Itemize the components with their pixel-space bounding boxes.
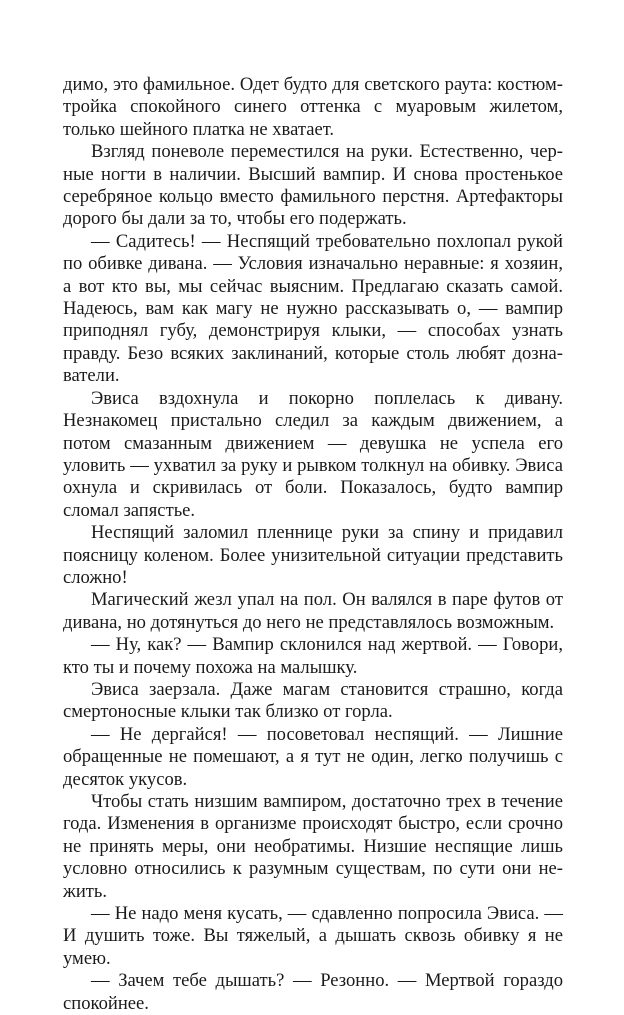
page-text	[63, 74, 563, 1015]
paragraph: Чтобы стать низшим вампиром, достаточно трех в течение года. Изменения в организме происходят быстро, если срочно не принять меры, они необратимы. Низшие неспящие лишь условно относились к разумным существам, по сути они нежить.	[63, 791, 563, 902]
paragraph: — Садитесь! — Неспящий требовательно похлопал рукой по обивке дивана. — Условия изначально неравные: я хозяин, а вот кто вы, мы сейчас выясним. Предлагаю сказать самой. Надеюсь, вам как магу не нужно рассказывать о, — вампир приподнял губу, демонстрируя клыки, — способах узнать правду. Безо всяких заклинаний, которые столь любят дознаватели.	[63, 230, 563, 387]
paragraph: Эвиса заерзала. Даже магам становится страшно, когда смертоносные клыки так близко от горла.	[63, 678, 563, 723]
paragraph: — Не надо меня кусать, — сдавленно попросила Эвиса. — И душить тоже. Вы тяжелый, а дышать сквозь обивку я не умею.	[63, 903, 563, 969]
paragraph: — Не дергайся! — посоветовал неспящий. — Лишние обращенные не помешают, а я тут не один, легко получишь с десяток укусов.	[63, 723, 563, 790]
paragraph: — Зачем тебе дышать? — Резонно. — Мертвой гораздо спокойнее.	[63, 970, 563, 1014]
paragraph: Взгляд поневоле переместился на руки. Естественно, черные ногти в наличии. Высший вампир. И снова простенькое серебряное кольцо вместо фамильного перстня. Артефакторы дорого бы дали за то, чтобы его подержать.	[63, 141, 563, 230]
paragraph: Неспящий заломил пленнице руки за спину и придавил поясницу коленом. Более унизительной ситуации представить сложно!	[63, 522, 563, 588]
paragraph: димо, это фамильное. Одет будто для светского раута: костюм-тройка спокойного синего оттенка с муаровым жилетом, только шейного платка не хватает.	[63, 74, 563, 140]
paragraph: Магический жезл упал на пол. Он валялся в паре футов от дивана, но дотянуться до него не представлялось возможным.	[63, 589, 563, 633]
paragraph: Эвиса вздохнула и покорно поплелась к дивану. Незнакомец пристально следил за каждым движением, а потом смазанным движением — девушка не успела его уловить — ухватил за руку и рывком толкнул на обивку. Эвиса охнула и скривилась от боли. Показалось, будто вампир сломал запястье.	[63, 387, 563, 521]
paragraph: — Ну, как? — Вампир склонился над жертвой. — Говори, кто ты и почему похожа на малышку.	[63, 634, 563, 678]
